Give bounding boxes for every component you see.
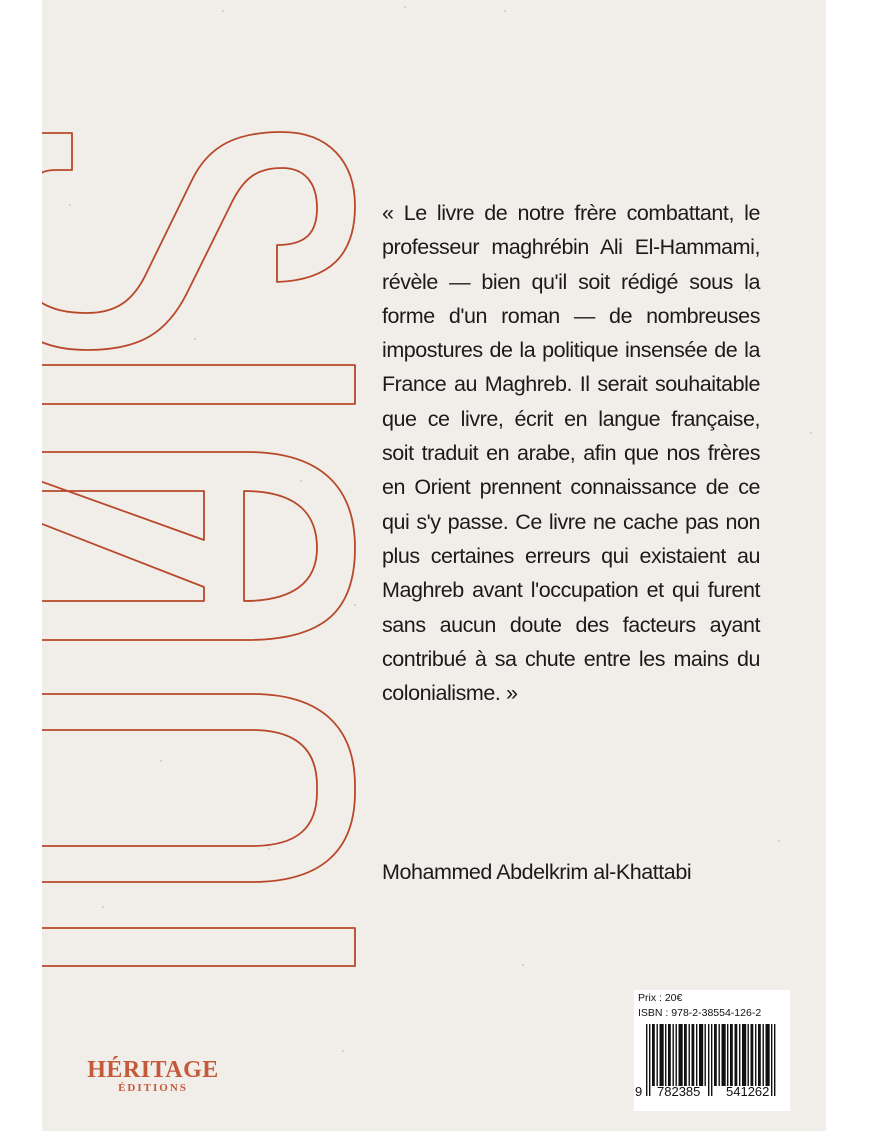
title-letter-s [42, 132, 355, 350]
barcode-bar [657, 1024, 658, 1086]
barcode-bar [665, 1024, 666, 1086]
barcode-bar [673, 1024, 674, 1086]
title-letter-r [42, 452, 355, 640]
publisher-logo [78, 1058, 228, 1095]
barcode-bar [763, 1024, 764, 1086]
barcode-bar [699, 1024, 703, 1086]
barcode-bar [708, 1024, 709, 1096]
title-letter-d-outer [42, 694, 355, 882]
barcode-bar [649, 1024, 650, 1096]
title-letter-i-2 [42, 365, 355, 404]
back-cover [42, 0, 826, 1131]
price-isbn-box [634, 990, 790, 1111]
barcode-bar [774, 1024, 775, 1096]
barcode-bar [684, 1024, 687, 1086]
isbn-label: ISBN : 978-2-38554-126-2 [638, 1007, 762, 1019]
title-letter-r-counter [244, 491, 317, 601]
title-letter-i-1 [42, 928, 355, 966]
barcode-bar [679, 1024, 683, 1086]
barcode-bar [689, 1024, 690, 1086]
barcode-bar [719, 1024, 720, 1086]
publisher-brand: HÉRITAGE [87, 1057, 219, 1083]
title-letter-d-inner [42, 730, 317, 846]
barcode-bar [771, 1024, 772, 1096]
barcode-bar [748, 1024, 749, 1086]
barcode-digits-left: 782385 [657, 1084, 701, 1099]
barcode-bar [742, 1024, 746, 1086]
barcode-bar [705, 1024, 706, 1086]
barcode-bar [668, 1024, 671, 1086]
barcode-bar [714, 1024, 717, 1086]
barcode-digits-right: 541262 [726, 1084, 770, 1099]
barcode-bar [711, 1024, 712, 1096]
publisher-sub: ÉDITIONS [118, 1082, 188, 1094]
barcode-bar [739, 1024, 740, 1086]
barcode-bar [696, 1024, 697, 1086]
barcode-bar [766, 1024, 770, 1086]
paper-speck [810, 432, 812, 434]
quote-author: Mohammed Abdelkrim al-Khattabi [382, 860, 692, 884]
paper-speck [522, 964, 524, 966]
barcode-bar [652, 1024, 655, 1086]
barcode-bar [676, 1024, 677, 1086]
price-label: Prix : 20€ [638, 992, 683, 1004]
paper-speck [504, 10, 506, 12]
paper-speck [778, 840, 780, 842]
barcode-bar [660, 1024, 664, 1086]
barcode-digit-first: 9 [635, 1084, 643, 1099]
barcode-bar [646, 1024, 647, 1096]
back-cover-quote: « Le livre de notre frère combattant, le professeur maghrébin Ali El-Hammami, révèle — bien qu'il soit rédigé sous la forme d'un roman — de nombreuses impostures de la politique insensée de la France au Maghreb. Il serait souhaitable que ce livre, écrit en langue française, soit traduit en arabe, afin que nos frères en Orient prennent connaissance de ce qui s'y passe. Ce livre ne cache pas non plus certaines erreurs qui existaient au Maghreb avant l'occupation et qui furent sans aucun doute des facteurs ayant contribué à sa chute entre les mains du colonialisme. » [382, 201, 760, 706]
barcode-bar [727, 1024, 728, 1086]
barcode-bar [755, 1024, 756, 1086]
barcode-bar [735, 1024, 738, 1086]
barcode-bar [692, 1024, 695, 1086]
barcode-bar [722, 1024, 726, 1086]
paper-speck [404, 6, 406, 8]
barcode-bar [751, 1024, 754, 1086]
title-art-idris [42, 0, 372, 1131]
barcode-bar [730, 1024, 733, 1086]
barcode-bar [758, 1024, 761, 1086]
